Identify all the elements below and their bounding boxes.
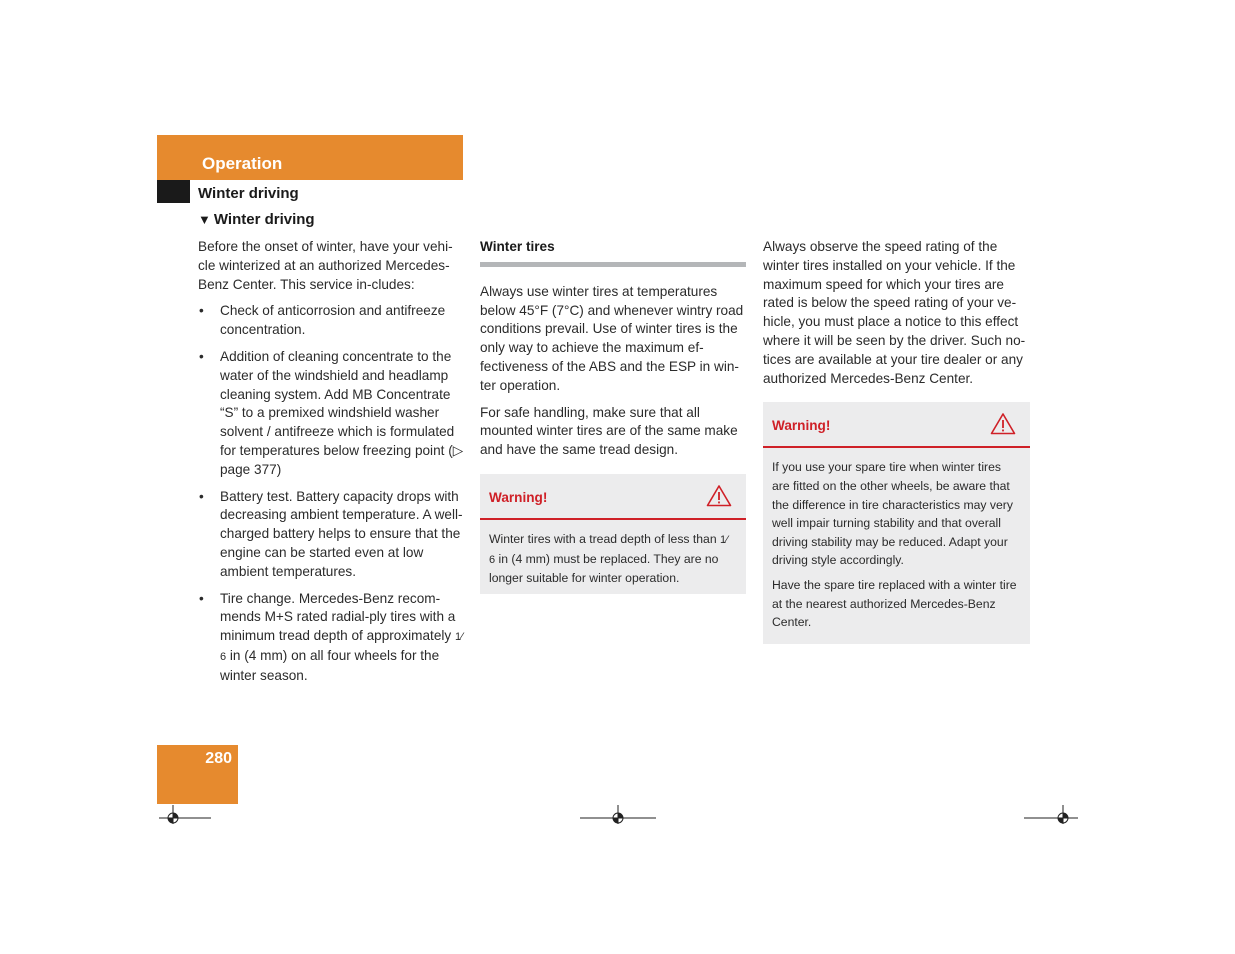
chapter-header [157,135,463,180]
registration-mark-icon [580,802,656,824]
warning-header [480,474,746,520]
warning-title: Warning! [772,418,831,434]
warning-triangle-icon [706,484,732,507]
warning-box-tread [480,474,746,594]
warning-text-end: in (4 mm) must be replaced. They are no longer suitable for winter operation. [489,551,719,586]
warning-title: Warning! [489,489,548,505]
chapter-title: Operation [202,154,283,173]
triangle-down-icon: ▼ [198,212,211,227]
tire-change-text-end: in (4 mm) on all four wheels for the winter season. [220,647,440,683]
intro-paragraph: Before the onset of winter, have your vehi-cle winterized at an authorized Mercedes-Benz Center. This service in-cludes: [198,239,453,292]
warning-text: Winter tires with a tread depth of less than [489,531,717,546]
warning-triangle-icon [990,412,1016,435]
registration-mark-icon [1024,802,1078,824]
winter-tires-heading: Winter tires [480,238,746,267]
list-item [198,590,466,686]
list-item: • Check of anticorrosion and antifreeze concentration. [198,302,466,340]
column-middle [480,238,746,594]
warning-body [480,520,746,594]
warning-paragraph-2: Have the spare tire replaced with a winter tire at the nearest authorized Mercedes-Benz Center. [772,577,1017,630]
speed-rating-paragraph: Always observe the speed rating of the winter tires installed on your vehicle. If the maximum speed for which your tires are rated is below the speed rating of your ve-hicle, you must place a notice to this effect where it will be seen by the driver. Such no-tices are available at your tire dealer or any authorized Mercedes-Benz Center. [763,239,1026,386]
warning-paragraph-1: If you use your spare tire when winter tires are fitted on the other wheels, be aware that the difference in tire characteristics may very well impair turning stability and that overall driving stability may be reduced. Adapt your driving style accordingly. [772,460,1013,568]
warning-header [763,402,1030,448]
list-item: • Battery test. Battery capacity drops with decreasing ambient temperature. A well-charged battery helps to ensure that the engine can be started even at low ambient temperatures. [198,488,466,582]
registration-mark-icon [159,802,211,824]
warning-body [763,448,1030,643]
winter-tires-paragraph-2: For safe handling, make sure that all mounted winter tires are of the same make and have the same tread design. [480,404,738,458]
tread-fraction: 1⁄ 6 [489,533,728,566]
section-title: Winter driving [198,185,299,202]
warning-box-spare-tire [763,402,1030,643]
tread-fraction: 1⁄ 6 [220,631,463,663]
page-number-box [157,745,238,804]
service-list [198,302,466,685]
list-item: • Addition of cleaning concentrate to the water of the windshield and headlamp cleaning system. Add MB Concentrate “S” to a premixed windshield washer solvent / antifreeze which is formulated for temperatures below freezing point (▷ page 377) [198,348,466,480]
tire-change-text: Tire change. Mercedes-Benz recom-mends M+S rated radial-ply tires with a minimum tread depth of approximately [220,590,456,644]
column-left [198,238,466,694]
column-right [763,238,1030,644]
subsection-title-text: Winter driving [213,211,315,228]
page-number: 280 [205,750,232,767]
section-tab-marker [157,180,190,203]
winter-tires-paragraph-1: Always use winter tires at temperatures below 45°F (7°C) and whenever wintry road conditions prevail. Use of winter tires is the only way to achieve the maximum ef-fectiveness of the ABS and the ESP in win-ter operation. [480,283,744,393]
subsection-title [198,211,315,228]
